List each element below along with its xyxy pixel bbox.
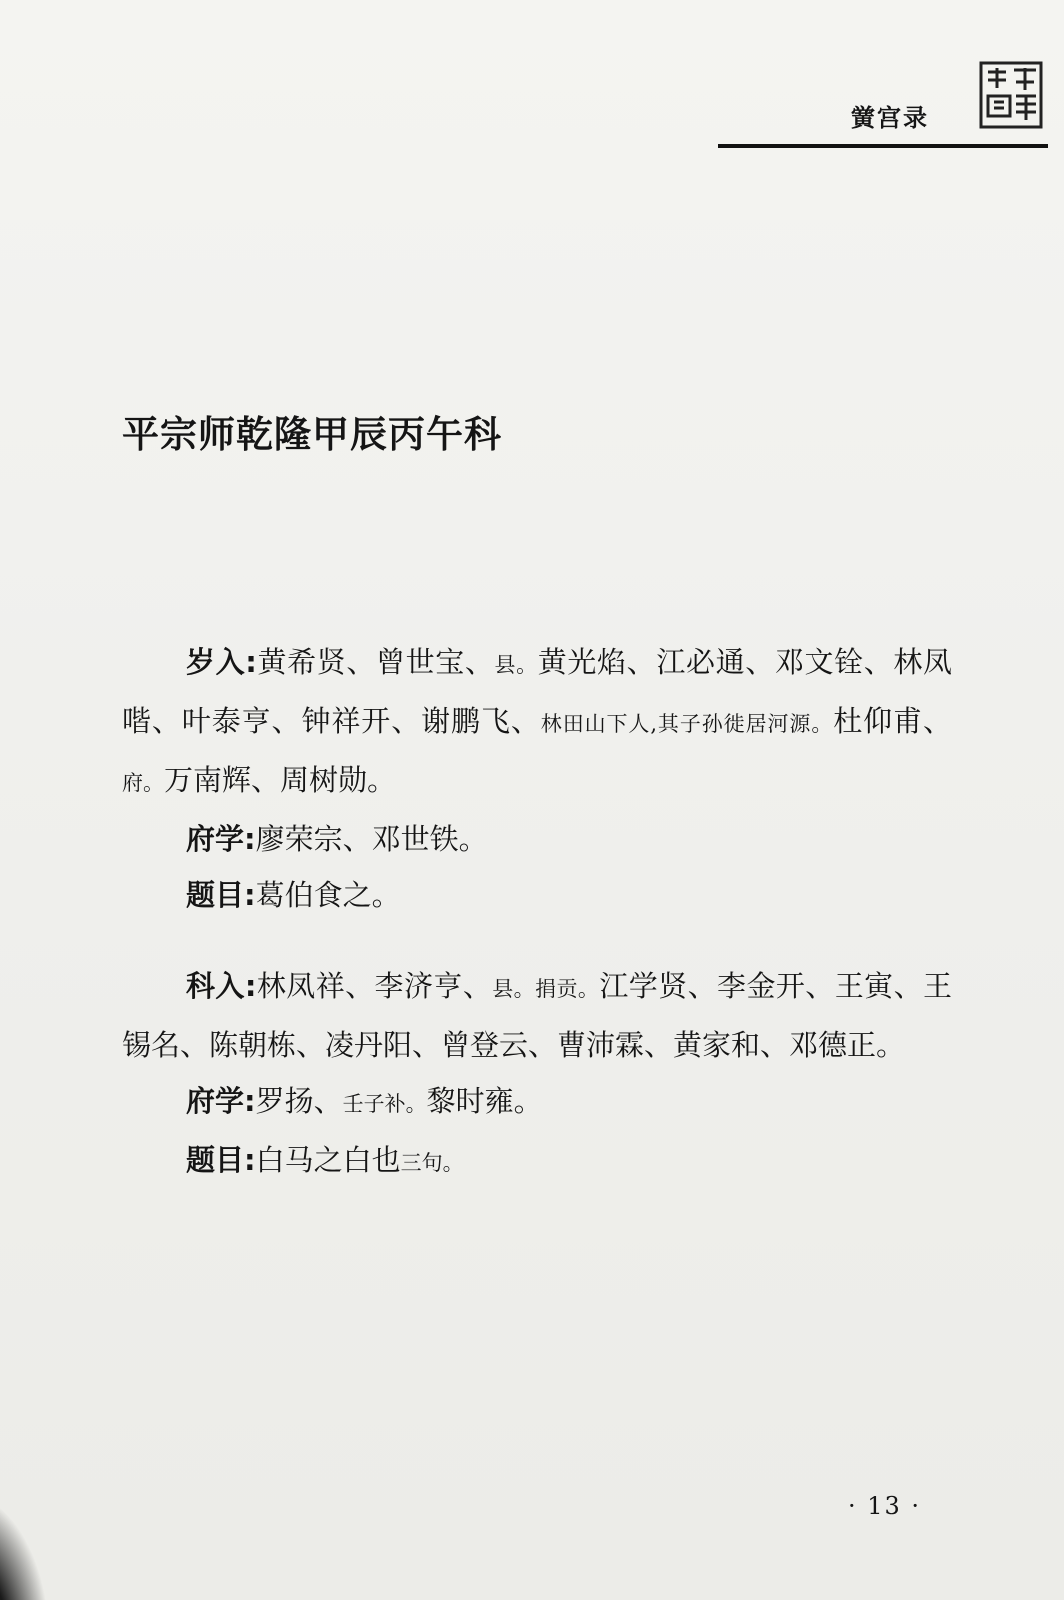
label-fuxue-2: 府学: <box>186 1084 256 1118</box>
label-timu-1: 题目: <box>186 878 256 912</box>
label-suiru: 岁入: <box>186 645 257 679</box>
text-timu-2: 白马之白也 <box>255 1143 401 1177</box>
names-keru-a: 林凤祥、李济亨、 <box>256 969 493 1003</box>
page-number: · 13 · <box>848 1492 922 1520</box>
label-keru: 科入: <box>186 969 257 1003</box>
names-fuxue-2-b: 黎时雍。 <box>426 1084 543 1118</box>
note-fuxue-2-a: 壬子补。 <box>342 1092 427 1116</box>
names-fuxue-2-a: 罗扬、 <box>255 1084 343 1118</box>
note-suiru-b: 林田山下人,其子孙徙居河源。 <box>540 712 834 736</box>
label-fuxue-1: 府学: <box>186 822 256 856</box>
paragraph-timu-1 <box>122 867 952 923</box>
note-timu-2: 三句。 <box>400 1151 464 1175</box>
names-suiru-d: 万南辉、周树勋。 <box>164 763 397 797</box>
note-suiru-a: 县。 <box>494 653 538 677</box>
paragraph-suiru <box>122 634 952 811</box>
paragraph-timu-2 <box>122 1132 952 1191</box>
running-title: 黉宫录 <box>851 104 929 132</box>
header-rule <box>718 144 1048 148</box>
paragraph-fuxue-1 <box>122 811 952 867</box>
note-suiru-c: 府。 <box>122 771 164 795</box>
scan-shadow <box>0 1490 50 1600</box>
names-suiru-b: 黄光焰、江必通、邓文铨、林凤喈、叶泰亨、钟祥开、谢鹏飞、 <box>122 645 952 738</box>
section-heading: 平宗师乾隆甲辰丙午科 <box>122 413 502 456</box>
names-suiru-c: 杜仰甫、 <box>833 704 952 738</box>
text-block-suiru <box>122 634 952 923</box>
names-fuxue-1: 廖荣宗、邓世铁。 <box>255 822 488 856</box>
names-suiru-a: 黄希贤、曾世宝、 <box>256 645 495 679</box>
paragraph-keru <box>122 958 952 1073</box>
paragraph-fuxue-2 <box>122 1073 952 1132</box>
label-timu-2: 题目: <box>186 1143 256 1177</box>
names-keru-b: 江学贤、李金开、王寅、王锡名、陈朝栋、凌丹阳、曾登云、曹沛霖、黄家和、邓德正。 <box>122 969 952 1062</box>
seal-stamp-icon <box>978 60 1044 130</box>
note-keru-a: 县。捐贡。 <box>492 977 600 1001</box>
text-block-keru <box>122 958 952 1191</box>
text-timu-1: 葛伯食之。 <box>255 878 401 912</box>
